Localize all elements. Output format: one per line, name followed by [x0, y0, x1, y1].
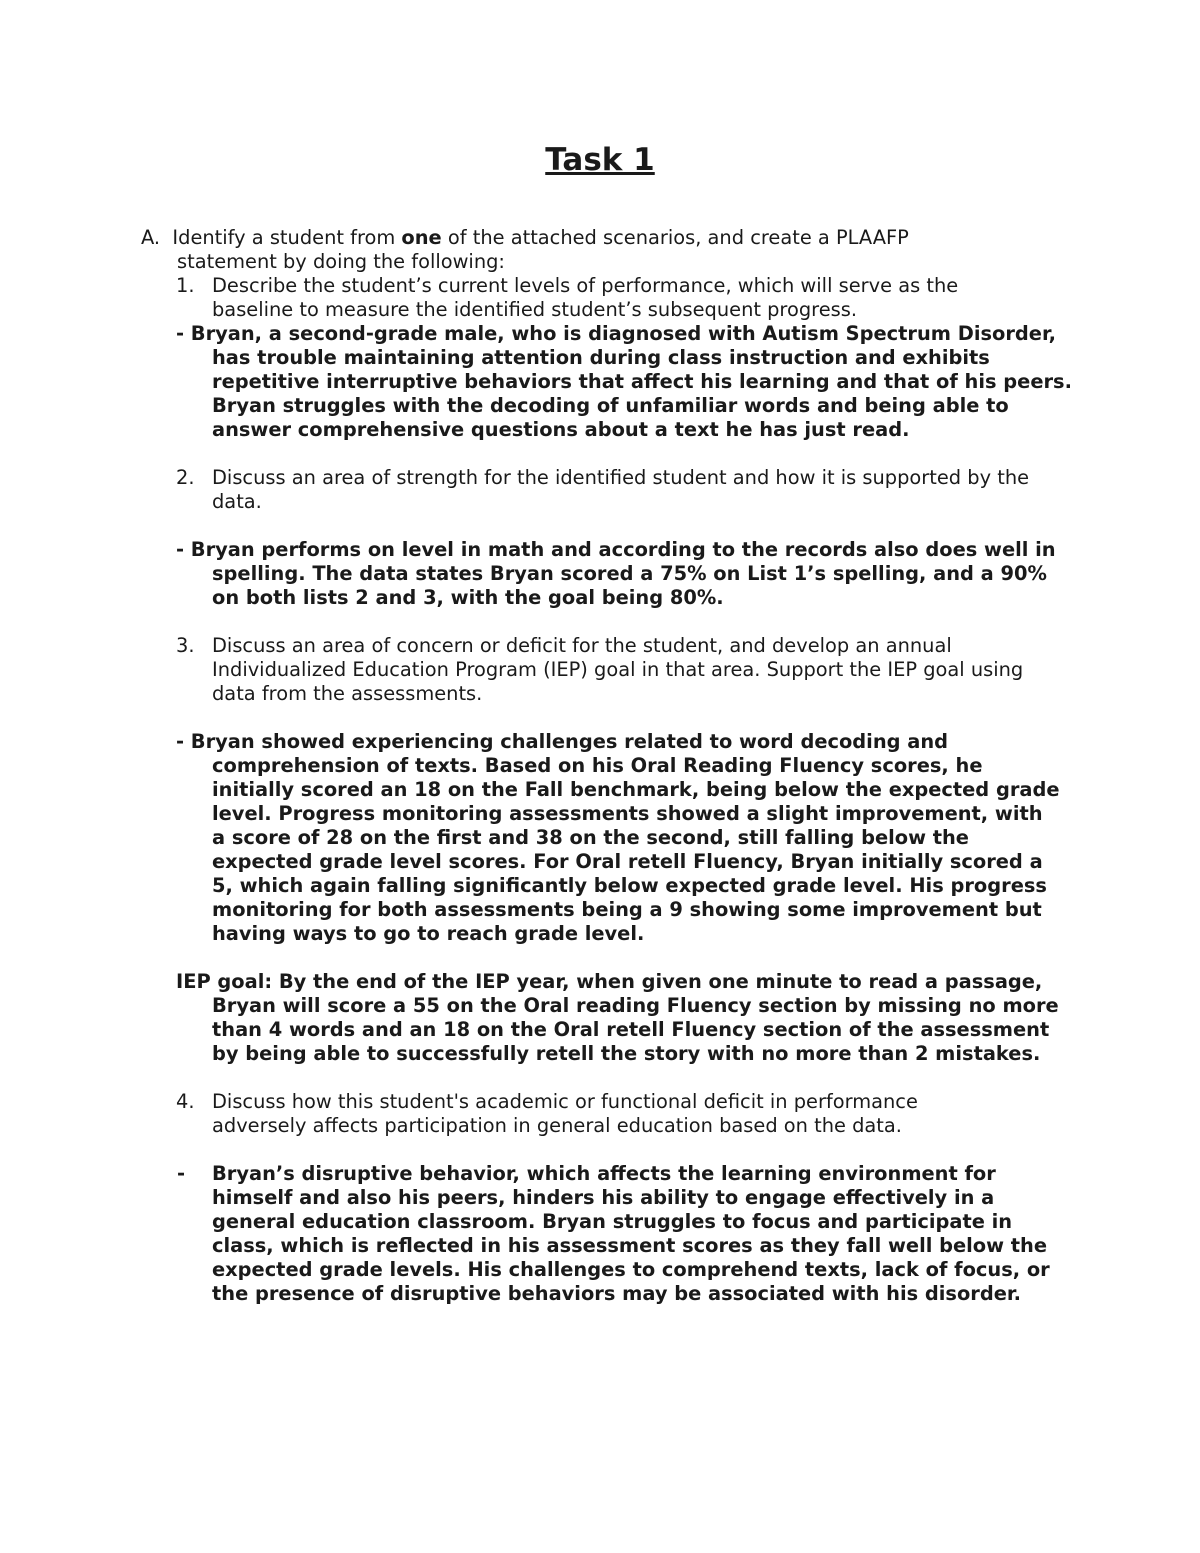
- item-4-prompt-text: Discuss how this student's academic or functional deficit in performance adversely affects participation in general education based on the data.: [212, 1090, 918, 1137]
- item-2-marker: 2.: [176, 466, 195, 489]
- item-2-prompt: [176, 466, 1052, 514]
- item-2-answer: - Bryan performs on level in math and according to the records also does well in spelling. The data states Bryan scored a 75% on List 1’s spelling, and a 90% on both lists 2 and 3, with the goal being 80%.: [176, 538, 1056, 609]
- section-a-continuation: statement by doing the following:: [177, 250, 505, 273]
- section-a-text-after: of the attached scenarios, and create a PLAAFP: [441, 226, 909, 249]
- item-4-prompt: [176, 1090, 1002, 1138]
- item-3-prompt-text: Discuss an area of concern or deficit for the student, and develop an annual Individualized Education Program (IEP) goal in that area. Support the IEP goal using data from the assessments.: [212, 634, 1024, 705]
- item-1-answer: - Bryan, a second-grade male, who is diagnosed with Autism Spectrum Disorder, has trouble maintaining attention during class instruction and exhibits repetitive interruptive behaviors that affect his learning and that of his peers. Bryan struggles with the decoding of unfamiliar words and being able to answer comprehensive questions about a text he has just read.: [176, 322, 1072, 441]
- item-1-marker: 1.: [176, 274, 195, 297]
- item-4-marker: 4.: [176, 1090, 195, 1113]
- section-a-text-bold: one: [401, 226, 442, 249]
- section-a-heading: [141, 226, 1001, 250]
- item-4-answer-dash: -: [177, 1162, 186, 1185]
- item-3-marker: 3.: [176, 634, 195, 657]
- item-1-prompt-text: Describe the student’s current levels of performance, which will serve as the baseline to measure the identified student’s subsequent progress.: [212, 274, 959, 321]
- section-a-text-before: Identify a student from: [172, 226, 402, 249]
- item-1-prompt: [176, 274, 1032, 322]
- iep-goal: IEP goal: By the end of the IEP year, when given one minute to read a passage, Bryan will score a 55 on the Oral reading Fluency section by missing no more than 4 words and an 18 on the Oral retell Fluency section of the assessment by being able to successfully retell the story with no more than 2 mistakes.: [176, 970, 1059, 1065]
- item-3-answer: - Bryan showed experiencing challenges related to word decoding and comprehension of texts. Based on his Oral Reading Fluency scores, he initially scored an 18 on the Fall benchmark, being below the expected grade level. Progress monitoring assessments showed a slight improvement, with a score of 28 on the first and 38 on the second, still falling below the expected grade level scores. For Oral retell Fluency, Bryan initially scored a 5, which again falling significantly below expected grade level. His progress monitoring for both assessments being a 9 showing some improvement but having ways to go to reach grade level.: [176, 730, 1060, 945]
- item-3-prompt: [176, 634, 1042, 706]
- item-4-answer: Bryan’s disruptive behavior, which affects the learning environment for himself and also his peers, hinders his ability to engage effectively in a general education classroom. Bryan struggles to focus and participate in class, which is reflected in his assessment scores as they fall well below the expected grade levels. His challenges to comprehend texts, lack of focus, or the presence of disruptive behaviors may be associated with his disorder.: [212, 1162, 1050, 1305]
- page-title: Task 1: [545, 142, 655, 178]
- section-a-marker: A.: [141, 226, 161, 249]
- item-2-prompt-text: Discuss an area of strength for the identified student and how it is supported by the data.: [212, 466, 1030, 513]
